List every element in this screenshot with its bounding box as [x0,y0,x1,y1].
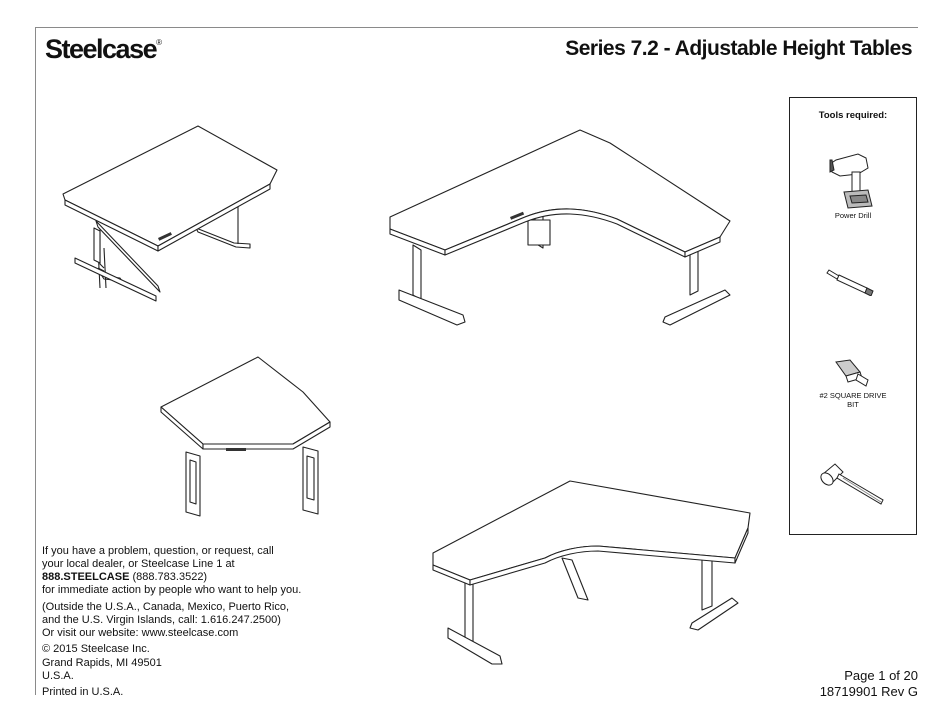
intl-line-1: (Outside the U.S.A., Canada, Mexico, Puerto Rico, [42,601,290,613]
contact-line-4: for immediate action by people who want to help you. [42,584,302,596]
tool-power-drill [790,150,916,220]
mallet-icon [813,456,893,516]
tool-label-power-drill: Power Drill [834,211,872,220]
page-title: Series 7.2 - Adjustable Height Tables [565,37,912,60]
steelcase-logo: Steelcase® [45,34,163,64]
document-number: 18719901 Rev G [819,684,918,699]
tool-mallet [790,456,916,516]
rectangular-table-illustration [60,118,290,308]
phone-bold: 888.STEELCASE [42,571,130,583]
page-border-left [35,27,36,695]
tools-heading: Tools required: [818,110,888,121]
page-number: Page 1 of 20 [844,668,918,683]
tool-label-square-drive-bit: #2 SQUARE DRIVE BIT [819,391,887,409]
page-border-top [35,27,918,28]
tool-drill-bit [790,266,916,296]
contact-phone-line [42,571,207,584]
corner-table-illustration [158,352,353,522]
printed-line: Printed in U.S.A. [42,686,124,698]
website-line: Or visit our website: www.steelcase.com [42,627,239,639]
drill-bit-icon [823,266,883,296]
phone-digits: (888.783.3522) [129,571,208,583]
square-drive-bit-icon [828,358,878,390]
power-drill-icon [828,150,878,210]
copyright-line: © 2015 Steelcase Inc. [42,643,150,655]
intl-line-2: and the U.S. Virgin Islands, call: 1.616.247.2500) [42,614,281,626]
tools-required-panel [789,97,917,535]
l-shaped-table-illustration [385,125,735,340]
tool-square-drive-bit [790,358,916,409]
country-line: U.S.A. [42,670,74,682]
city-line: Grand Rapids, MI 49501 [42,657,162,669]
contact-line-1: If you have a problem, question, or request, call [42,545,274,557]
contact-line-2: your local dealer, or Steelcase Line 1 at [42,558,235,570]
l-shaped-extended-table-illustration [430,478,755,668]
